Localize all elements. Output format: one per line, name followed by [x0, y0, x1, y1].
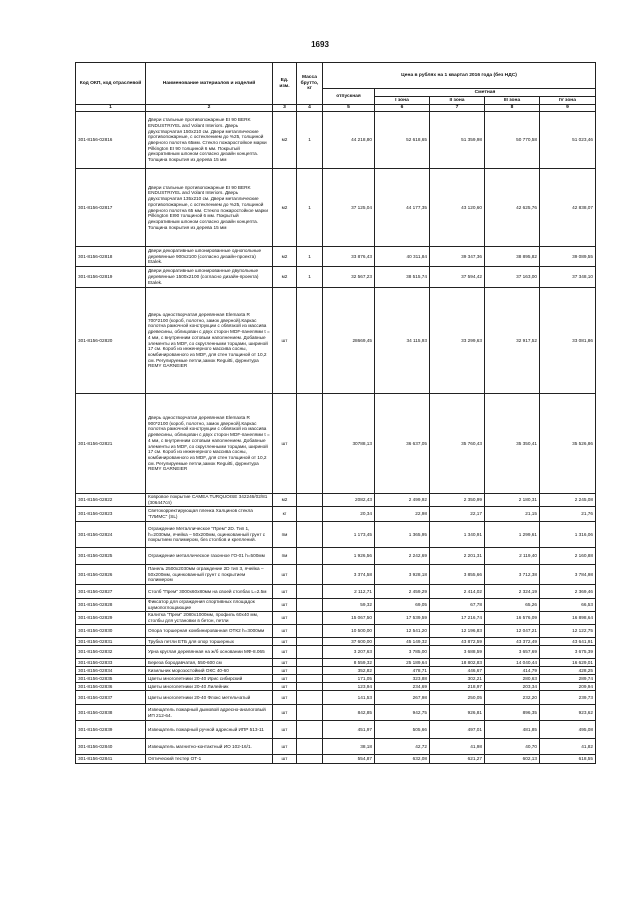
row-unit: шт — [273, 565, 297, 585]
row-mass — [297, 675, 323, 683]
row-price-zone-3: 12 047,21 — [485, 625, 540, 638]
row-mass — [297, 507, 323, 522]
row-code: 301-8156-02841 — [76, 755, 146, 764]
column-number: 1 — [76, 105, 146, 112]
row-price-zone-4: 42 838,07 — [540, 169, 596, 247]
row-price-zone-4: 923,62 — [540, 705, 596, 721]
table-row — [76, 548, 596, 565]
row-price-zone-1: 632,08 — [375, 755, 430, 764]
row-mass — [297, 691, 323, 705]
row-price-release: 37 125,04 — [323, 169, 375, 247]
column-number: 8 — [485, 105, 540, 112]
row-price-zone-3: 37 163,00 — [485, 267, 540, 288]
row-price-release: 3 374,58 — [323, 565, 375, 585]
row-price-zone-3: 2 324,19 — [485, 585, 540, 599]
column-number: 9 — [540, 105, 596, 112]
row-price-zone-4: 239,73 — [540, 691, 596, 705]
row-price-zone-2: 43 120,60 — [430, 169, 485, 247]
row-unit: шт — [273, 394, 297, 494]
table-row — [76, 691, 596, 705]
row-price-zone-3: 481,85 — [485, 721, 540, 739]
row-mass — [297, 612, 323, 625]
header-zone-4: IV зона — [540, 97, 596, 105]
row-name: Панель 2500х2030мм ограждение 2D тип 3, ячейка – 50х200мм, оцинкованный грунт с покрытием полимером — [146, 565, 273, 585]
table-row — [76, 585, 596, 599]
row-price-zone-2: 43 872,59 — [430, 638, 485, 646]
row-price-zone-3: 232,20 — [485, 691, 540, 705]
row-price-zone-4: 41,82 — [540, 739, 596, 755]
row-code: 301-8156-02816 — [76, 112, 146, 169]
row-price-zone-1: 42,72 — [375, 739, 430, 755]
row-mass: 1 — [297, 112, 323, 169]
row-unit: шт — [273, 638, 297, 646]
row-price-release: 44 218,80 — [323, 112, 375, 169]
table-row — [76, 638, 596, 646]
row-mass — [297, 565, 323, 585]
row-unit: шт — [273, 612, 297, 625]
table-row — [76, 522, 596, 548]
row-price-zone-3: 43 372,49 — [485, 638, 540, 646]
row-name: Двери стальные противопожарные EI 90 BERK ENDUSTRIYEL and Volant Interiors. Дверь двухстворчатая 150х210 см. Двери металлические противопожарные, с остеклением до %25, толщиной дверного полотна 65мм. Стекло пожаростойкое марки Pilkington EI 90 толщиной 6 мм. Покрытый декоративным шпоном согласно дизайн концепта. Толщина покрытия из дерева 15 мм — [146, 112, 273, 169]
row-name: Оптический тестер ОТ-1 — [146, 755, 273, 764]
row-price-release: 451,97 — [323, 721, 375, 739]
row-price-zone-1: 40 311,84 — [375, 247, 430, 267]
row-price-zone-1: 2 499,92 — [375, 494, 430, 507]
row-mass: 1 — [297, 267, 323, 288]
row-price-zone-3: 14 040,44 — [485, 659, 540, 667]
row-price-zone-4: 2 160,88 — [540, 548, 596, 565]
row-price-zone-2: 3 688,59 — [430, 646, 485, 659]
table-row — [76, 169, 596, 247]
row-price-zone-2: 51 359,98 — [430, 112, 485, 169]
row-unit: шт — [273, 625, 297, 638]
row-price-zone-4: 12 122,75 — [540, 625, 596, 638]
row-unit: шт — [273, 659, 297, 667]
row-code: 301-8156-02838 — [76, 705, 146, 721]
row-price-zone-4: 16 898,64 — [540, 612, 596, 625]
column-number: 7 — [430, 105, 485, 112]
row-price-zone-2: 1 340,91 — [430, 522, 485, 548]
row-price-zone-1: 34 115,93 — [375, 288, 430, 394]
row-price-zone-2: 33 299,63 — [430, 288, 485, 394]
page-number: 1693 — [311, 40, 329, 49]
row-price-zone-2: 67,78 — [430, 599, 485, 612]
row-price-zone-4: 33 081,86 — [540, 288, 596, 394]
row-unit: шт — [273, 739, 297, 755]
row-price-zone-4: 618,55 — [540, 755, 596, 764]
row-price-zone-2: 2 350,99 — [430, 494, 485, 507]
row-name: Светокорректирующая пленка Халцинов стекла "ГЛИМС" (SL) — [146, 507, 273, 522]
row-price-zone-4: 1 316,06 — [540, 522, 596, 548]
row-mass — [297, 739, 323, 755]
row-code: 301-8156-02817 — [76, 169, 146, 247]
row-code: 301-8156-02823 — [76, 507, 146, 522]
row-mass — [297, 705, 323, 721]
row-price-zone-3: 16 576,09 — [485, 612, 540, 625]
row-price-release: 3 207,63 — [323, 646, 375, 659]
row-code: 301-8156-02833 — [76, 659, 146, 667]
row-price-release: 1 173,45 — [323, 522, 375, 548]
row-unit: шт — [273, 675, 297, 683]
row-price-zone-2: 621,27 — [430, 755, 485, 764]
row-price-zone-4: 35 526,86 — [540, 394, 596, 494]
row-price-zone-2: 17 216,74 — [430, 612, 485, 625]
row-price-release: 37 600,00 — [323, 638, 375, 646]
table-row — [76, 599, 596, 612]
header-mass: Масса брутто, кг — [297, 63, 323, 105]
row-mass — [297, 522, 323, 548]
row-mass — [297, 625, 323, 638]
row-price-zone-1: 69,05 — [375, 599, 430, 612]
row-price-zone-2: 12 196,83 — [430, 625, 485, 638]
table-row — [76, 705, 596, 721]
table-row — [76, 683, 596, 691]
row-price-zone-1: 38 515,74 — [375, 267, 430, 288]
row-price-zone-1: 1 365,95 — [375, 522, 430, 548]
row-price-release: 352,82 — [323, 667, 375, 675]
row-price-zone-4: 428,25 — [540, 667, 596, 675]
row-unit: шт — [273, 646, 297, 659]
row-price-zone-1: 12 541,20 — [375, 625, 430, 638]
row-name: Ковровое покрытие CAMEA TURQUOISE 342246/02/81 (306447сп) — [146, 494, 273, 507]
row-price-zone-1: 25 189,64 — [375, 659, 430, 667]
row-price-zone-3: 35 350,41 — [485, 394, 540, 494]
table-row — [76, 247, 596, 267]
row-price-release: 38,18 — [323, 739, 375, 755]
row-price-zone-1: 3 785,00 — [375, 646, 430, 659]
header-code: Код ОКП, код отраслевой — [76, 63, 146, 105]
row-name: Береза бородавчатая, 550-600 см — [146, 659, 273, 667]
row-code: 301-8156-02818 — [76, 247, 146, 267]
row-unit: кг — [273, 507, 297, 522]
row-code: 301-8156-02834 — [76, 667, 146, 675]
row-name: Извещатель магнитно-контактный ИО 102-16/1. — [146, 739, 273, 755]
row-code: 301-8156-02835 — [76, 675, 146, 683]
row-code: 301-8156-02829 — [76, 612, 146, 625]
row-price-zone-2: 218,97 — [430, 683, 485, 691]
table-row — [76, 675, 596, 683]
row-code: 301-8156-02822 — [76, 494, 146, 507]
row-unit: шт — [273, 599, 297, 612]
row-price-zone-4: 289,74 — [540, 675, 596, 683]
table-row — [76, 755, 596, 764]
row-price-release: 32 567,23 — [323, 267, 375, 288]
row-unit: шт — [273, 288, 297, 394]
row-price-zone-4: 37 348,10 — [540, 267, 596, 288]
header-price-group: Цена в рублях на 1 квартал 2016 года (без НДС) — [323, 63, 596, 89]
row-price-zone-2: 41,98 — [430, 739, 485, 755]
row-price-release: 59,32 — [323, 599, 375, 612]
header-zone-1: I зона — [375, 97, 430, 105]
table-row — [76, 565, 596, 585]
row-price-release: 30788,13 — [323, 394, 375, 494]
row-code: 301-8156-02831 — [76, 638, 146, 646]
row-unit: шт — [273, 721, 297, 739]
row-unit: м2 — [273, 112, 297, 169]
row-price-zone-1: 36 637,05 — [375, 394, 430, 494]
row-price-zone-3: 280,63 — [485, 675, 540, 683]
table-row — [76, 721, 596, 739]
row-mass — [297, 683, 323, 691]
row-code: 301-8156-02837 — [76, 691, 146, 705]
row-price-zone-2: 35 760,43 — [430, 394, 485, 494]
row-unit: м2 — [273, 267, 297, 288]
row-mass — [297, 721, 323, 739]
column-number: 5 — [323, 105, 375, 112]
row-price-zone-4: 51 023,46 — [540, 112, 596, 169]
row-name: Столб "Прем" 3000х60х80мм на своей столбах L=2.5м — [146, 585, 273, 599]
row-price-release: 20,34 — [323, 507, 375, 522]
row-name: Ограждение металлическое газонное ГО-01 h=500мм — [146, 548, 273, 565]
row-code: 301-8156-02826 — [76, 565, 146, 585]
row-code: 301-8156-02824 — [76, 522, 146, 548]
row-price-zone-3: 65,26 — [485, 599, 540, 612]
row-name: Калитка "Прем" 2080х1000мм, профиль 60х40 мм, столбы для установки в бетон, петли — [146, 612, 273, 625]
row-unit: шт — [273, 705, 297, 721]
row-price-zone-1: 942,75 — [375, 705, 430, 721]
row-price-zone-3: 2 119,40 — [485, 548, 540, 565]
row-name: Опора торшерная комбинированная ОТК2 h=3000мм — [146, 625, 273, 638]
row-unit: м2 — [273, 247, 297, 267]
row-mass — [297, 667, 323, 675]
row-unit: шт — [273, 683, 297, 691]
row-code: 301-8156-02830 — [76, 625, 146, 638]
header-unit: Ед. изм. — [273, 63, 297, 105]
row-price-zone-1: 52 618,65 — [375, 112, 430, 169]
row-price-zone-3: 3 657,69 — [485, 646, 540, 659]
row-price-zone-1: 22,98 — [375, 507, 430, 522]
row-price-zone-2: 497,01 — [430, 721, 485, 739]
row-name: Извещатель пожарный дымовой адресно-аналоговый ИП 212-64. — [146, 705, 273, 721]
row-unit: шт — [273, 667, 297, 675]
row-price-zone-1: 45 149,32 — [375, 638, 430, 646]
table-row — [76, 288, 596, 394]
table-row — [76, 112, 596, 169]
row-code: 301-8156-02825 — [76, 548, 146, 565]
row-price-zone-1: 17 539,59 — [375, 612, 430, 625]
table-row — [76, 646, 596, 659]
row-name: Извещатель пожарный ручной адресный ИПР 513-11 — [146, 721, 273, 739]
row-name: Ограждение Металлическое "Прем" 2D. Тип 1, h=2030мм, ячейка – 50х200мм, оцинкованный грунт с покрытием полимером, без столбов и креплений. — [146, 522, 273, 548]
row-price-zone-1: 323,88 — [375, 675, 430, 683]
row-price-zone-3: 414,79 — [485, 667, 540, 675]
row-unit: м2 — [273, 494, 297, 507]
row-price-release: 123,94 — [323, 683, 375, 691]
row-price-release: 554,87 — [323, 755, 375, 764]
row-price-zone-2: 39 347,36 — [430, 247, 485, 267]
table-row — [76, 659, 596, 667]
row-price-release: 842,85 — [323, 705, 375, 721]
row-price-zone-3: 1 299,61 — [485, 522, 540, 548]
row-code: 301-8156-02832 — [76, 646, 146, 659]
row-mass — [297, 755, 323, 764]
row-unit: шт — [273, 755, 297, 764]
table-row — [76, 739, 596, 755]
row-price-zone-1: 3 928,18 — [375, 565, 430, 585]
row-price-zone-3: 32 917,52 — [485, 288, 540, 394]
row-name: Двери декоративные шпонированные однопольные деревянные 900х2100 (согласно дизайн-проекта) Etalek. — [146, 247, 273, 267]
row-name: Трубка петли ЕТБ для опор торшерных — [146, 638, 273, 646]
row-price-release: 10 500,00 — [323, 625, 375, 638]
row-price-zone-4: 2 245,08 — [540, 494, 596, 507]
row-price-zone-1: 234,69 — [375, 683, 430, 691]
row-price-release: 33 876,43 — [323, 247, 375, 267]
table-row — [76, 394, 596, 494]
table-row — [76, 667, 596, 675]
header-release: отпускная — [323, 89, 375, 105]
row-price-zone-1: 44 177,35 — [375, 169, 430, 247]
row-price-release: 2 112,71 — [323, 585, 375, 599]
row-price-zone-2: 2 414,02 — [430, 585, 485, 599]
table-row — [76, 612, 596, 625]
row-price-zone-4: 3 784,98 — [540, 565, 596, 585]
row-mass — [297, 288, 323, 394]
table-row — [76, 267, 596, 288]
row-name: Цветы многолетники 20-40 Ирис сибирский — [146, 675, 273, 683]
row-price-release: 28669,45 — [323, 288, 375, 394]
row-price-release: 141,53 — [323, 691, 375, 705]
row-code: 301-8156-02821 — [76, 394, 146, 494]
row-price-zone-1: 2 242,69 — [375, 548, 430, 565]
column-number: 6 — [375, 105, 430, 112]
row-price-zone-3: 38 895,82 — [485, 247, 540, 267]
row-price-zone-3: 40,70 — [485, 739, 540, 755]
row-mass — [297, 659, 323, 667]
row-unit: шт — [273, 691, 297, 705]
row-price-zone-1: 2 459,29 — [375, 585, 430, 599]
row-price-zone-4: 21,76 — [540, 507, 596, 522]
row-name: Фиксатор для ограждения спортивных площадок шумопоглощающие — [146, 599, 273, 612]
row-price-zone-3: 602,13 — [485, 755, 540, 764]
row-unit: пм — [273, 548, 297, 565]
row-price-release: 2082,43 — [323, 494, 375, 507]
row-price-zone-4: 209,94 — [540, 683, 596, 691]
row-code: 301-8156-02839 — [76, 721, 146, 739]
header-estimate: Сметная — [375, 89, 596, 97]
row-price-zone-2: 3 855,66 — [430, 565, 485, 585]
row-unit: шт — [273, 585, 297, 599]
header-name: Наименование материалов и изделий — [146, 63, 273, 105]
row-name: Урна круглая деревянная на ж/б основании МФ-8.065 — [146, 646, 273, 659]
row-unit: м2 — [273, 169, 297, 247]
table-row — [76, 625, 596, 638]
row-price-zone-2: 37 594,42 — [430, 267, 485, 288]
header-zone-3: III зона — [485, 97, 540, 105]
row-price-zone-2: 926,81 — [430, 705, 485, 721]
row-price-zone-1: 505,66 — [375, 721, 430, 739]
row-mass — [297, 646, 323, 659]
row-unit: пм — [273, 522, 297, 548]
row-price-zone-3: 21,15 — [485, 507, 540, 522]
row-price-zone-4: 3 675,39 — [540, 646, 596, 659]
row-price-release: 171,05 — [323, 675, 375, 683]
row-price-zone-3: 896,35 — [485, 705, 540, 721]
row-code: 301-8156-02827 — [76, 585, 146, 599]
row-name: Цветы многолетники 20-40 Флокс метельчатый — [146, 691, 273, 705]
row-mass: 1 — [297, 247, 323, 267]
row-mass — [297, 548, 323, 565]
row-price-zone-2: 2 201,31 — [430, 548, 485, 565]
header-zone-2: II зона — [430, 97, 485, 105]
row-price-zone-1: 267,98 — [375, 691, 430, 705]
row-name: Цветы многолетники 20-40 Лилейник — [146, 683, 273, 691]
row-price-zone-2: 250,05 — [430, 691, 485, 705]
row-mass: 1 — [297, 169, 323, 247]
row-name: Дверь одностворчатая деревянная Elemaxta R 900*2100 (короб, полотно, замок дверной).Каркас полотна рамочной конструкции с обвязкой из массива древесины, облицован с двух сторон MDF-панелями t = 4 мм, с внутренним сотовым наполнением. Добавные элементы из MDF, со скругленными торцами, шириной 17 см. Короб из инженерного массива сосны, комбинированного из MDF, для стен толщиной от 10,2 см. Регулируемые петли,замок Reguitti, фурнитура REMY GARNEIER — [146, 394, 273, 494]
row-price-zone-1: 478,71 — [375, 667, 430, 675]
row-price-zone-3: 2 180,31 — [485, 494, 540, 507]
row-mass — [297, 394, 323, 494]
row-mass — [297, 585, 323, 599]
row-price-zone-4: 66,53 — [540, 599, 596, 612]
row-price-zone-4: 43 641,91 — [540, 638, 596, 646]
table-row — [76, 494, 596, 507]
price-table — [75, 62, 596, 764]
column-number: 4 — [297, 105, 323, 112]
row-price-zone-2: 302,21 — [430, 675, 485, 683]
row-code: 301-8156-02840 — [76, 739, 146, 755]
column-number: 3 — [273, 105, 297, 112]
row-price-zone-3: 42 625,76 — [485, 169, 540, 247]
row-price-release: 1 926,56 — [323, 548, 375, 565]
row-price-zone-3: 50 770,58 — [485, 112, 540, 169]
row-mass — [297, 494, 323, 507]
row-name: Дверь одностворчатая деревянная Elemaxta R 700*2100 (короб, полотно, замок дверной).Каркас полотна рамочной конструкции с обвязкой из массива древесины, облицован с двух сторон MDF-панелями t = 4 мм, с внутренним сотовым наполнением. Добавные элементы из MDF, со скругленными торцами, шириной 17 см. Короб из инженерного массива сосны, комбинированного из MDF, для стен толщиной от 10,2 см. Регулируемые петли,замок Reguitti, фурнитура REMY GARNEIER — [146, 288, 273, 394]
row-price-zone-4: 16 629,01 — [540, 659, 596, 667]
row-price-release: 8 559,32 — [323, 659, 375, 667]
row-price-zone-2: 18 802,83 — [430, 659, 485, 667]
row-name: Кизильник морозостойкий ОКС 40-60 — [146, 667, 273, 675]
row-code: 301-8156-02836 — [76, 683, 146, 691]
row-mass — [297, 599, 323, 612]
row-price-zone-3: 203,34 — [485, 683, 540, 691]
row-price-zone-4: 495,08 — [540, 721, 596, 739]
row-price-zone-4: 2 369,46 — [540, 585, 596, 599]
row-price-zone-4: 39 089,55 — [540, 247, 596, 267]
row-code: 301-8156-02820 — [76, 288, 146, 394]
column-number: 2 — [146, 105, 273, 112]
row-price-zone-3: 3 712,38 — [485, 565, 540, 585]
row-mass — [297, 638, 323, 646]
row-price-release: 15 067,50 — [323, 612, 375, 625]
row-price-zone-2: 446,67 — [430, 667, 485, 675]
row-code: 301-8156-02819 — [76, 267, 146, 288]
row-price-zone-2: 22,17 — [430, 507, 485, 522]
table-row — [76, 507, 596, 522]
row-code: 301-8156-02828 — [76, 599, 146, 612]
row-name: Двери стальные противопожарные EI 90 BERK ENDUSTRIYEL and Volant Interiors. Дверь двухстворчатая 135х210 см. Двери металлические противопожарные, с остеклением до %25, толщиной дверного полотна 65 мм. Стекло пожаростойкое марки Pilkington EI90 толщиной 6 мм. Покрытый декоративным шпоном согласно дизайн концепта. Толщина покрытия из дерева 15 мм — [146, 169, 273, 247]
row-name: Двери декоративные шпонированные двупольные деревянные 1500х2100 (согласно дизайн-проекта) Etalek. — [146, 267, 273, 288]
